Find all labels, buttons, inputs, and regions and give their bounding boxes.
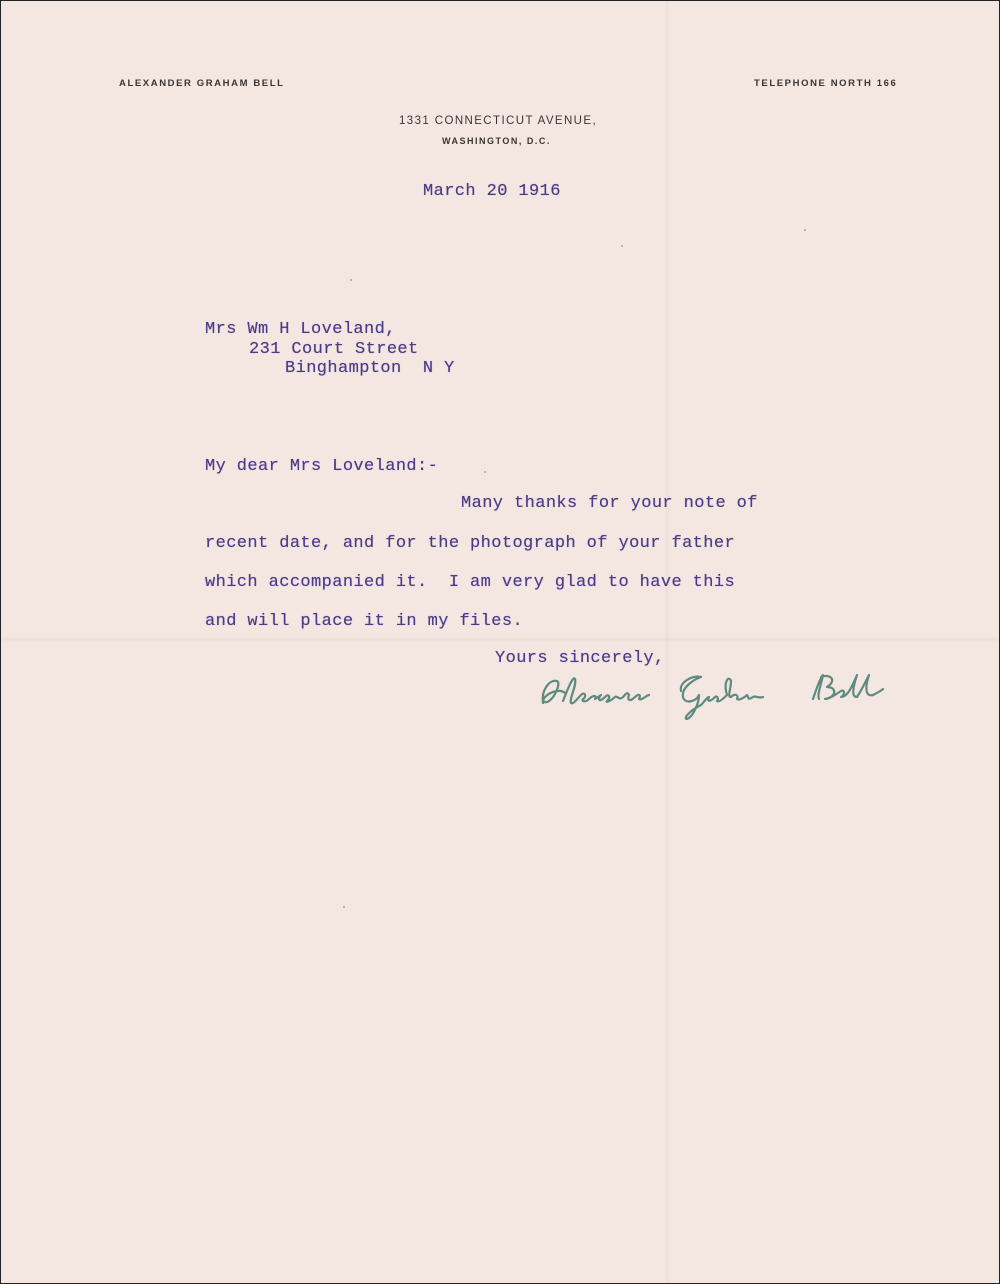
letter-date: March 20 1916	[423, 182, 561, 201]
paper-speck	[804, 229, 806, 231]
body-line: Many thanks for your note of	[461, 494, 758, 513]
body-line: and will place it in my files.	[205, 612, 524, 631]
body-line: which accompanied it. I am very glad to have this	[205, 573, 736, 592]
recipient-name: Mrs Wm H Loveland,	[205, 320, 396, 339]
closing: Yours sincerely,	[495, 649, 665, 668]
salutation: My dear Mrs Loveland:-	[205, 457, 439, 476]
paper-speck	[621, 245, 623, 247]
body-line: recent date, and for the photograph of your father	[205, 534, 736, 553]
letterhead-name: ALEXANDER GRAHAM BELL	[119, 78, 285, 89]
recipient-city: Binghampton N Y	[285, 359, 455, 378]
paper-speck	[484, 471, 486, 473]
paper-speck	[350, 279, 352, 281]
paper-speck	[343, 906, 345, 908]
letterhead-address: 1331 CONNECTICUT AVENUE,	[399, 115, 598, 127]
recipient-street: 231 Court Street	[249, 340, 419, 359]
letterhead-telephone: TELEPHONE NORTH 166	[754, 78, 898, 89]
handwritten-signature	[531, 661, 901, 721]
letterhead-city: WASHINGTON, D.C.	[442, 136, 551, 146]
